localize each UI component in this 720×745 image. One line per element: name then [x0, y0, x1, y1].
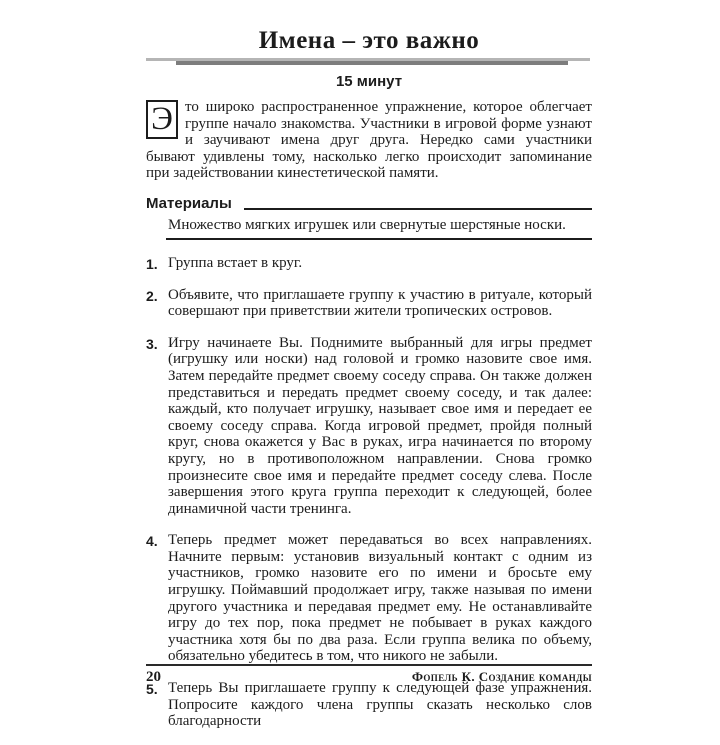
materials-bottom-rule — [166, 238, 592, 240]
page-number: 20 — [146, 669, 161, 685]
materials-top-rule — [244, 208, 592, 210]
step-item — [146, 680, 592, 730]
page-footer — [146, 664, 592, 686]
step-text: Теперь предмет может передаваться во всех направлениях. Начните первым: установив визуальный контакт с одним из участников, громко назовите его по имени и бросьте ему игрушку. Поймавший продолжает игру, также называя по имени другого участника и передавая предмет ему. Не останавливайте игру до тех пор, пока предмет не побывает в руках каждого участника хотя бы по два раза. Если группа велика по объему, обязательно убедитесь в том, что никого не забыли. — [168, 532, 592, 665]
step-text: Объявите, что приглашаете группу к участию в ритуале, который совершают при приветствии жители тропических островов. — [168, 286, 592, 320]
step-text: Игру начинаете Вы. Поднимите выбранный для игры предмет (игрушку или носки) над головой и громко назовите свое имя. Затем передайте предмет своему соседу справа. Он также должен представиться и передать предмет своему соседу, и так далее: каждый, кто получает игрушку, называет свое имя и передает ее своему соседу справа. Когда игровой предмет, пройдя полный круг, снова окажется у Вас в руках, игра начинается по второму кругу, но в противоположном направлении. Снова громко произнесите свое имя и передайте предмет соседу слева. После завершения этого круга группа переходит к следующей, более динамичной части тренинга. — [168, 334, 592, 517]
book-title: Фопель К. Создание команды — [411, 669, 592, 684]
step-number: 4. — [146, 533, 158, 550]
materials-label: Материалы — [146, 194, 232, 212]
step-number: 3. — [146, 335, 158, 352]
step-number: 5. — [146, 681, 158, 698]
step-number: 2. — [146, 287, 158, 304]
duration-label: 15 минут — [335, 73, 403, 90]
step-item — [146, 532, 592, 665]
step-text: Теперь Вы приглашаете группу к следующей фазе упражнения. Попросите каждого члена группы сказать несколько слов благодарности — [168, 680, 592, 730]
intro-text: то широко распространенное упражнение, которое облегчает группе начало знакомства. Участники в игровой форме узнают и заучивают имена друг друга. Нередко сами участники бывают удивлены тому, насколько легко происходит запоминание при задействовании кинестетической памяти. — [146, 99, 592, 182]
page-title: Имена – это важно — [258, 27, 480, 54]
materials-section — [146, 195, 592, 240]
drop-cap: Э — [146, 100, 178, 139]
step-item — [146, 287, 592, 320]
intro-paragraph — [146, 99, 592, 182]
step-item — [146, 255, 592, 272]
step-item — [146, 335, 592, 518]
title-divider-dark-line — [176, 61, 568, 65]
title-divider — [146, 58, 592, 66]
book-page — [146, 26, 592, 745]
step-text: Группа встает в круг. — [168, 254, 303, 271]
step-number: 1. — [146, 255, 158, 272]
steps-list — [146, 255, 592, 730]
materials-text: Множество мягких игрушек или свернутые шерстяные носки. — [168, 216, 566, 233]
